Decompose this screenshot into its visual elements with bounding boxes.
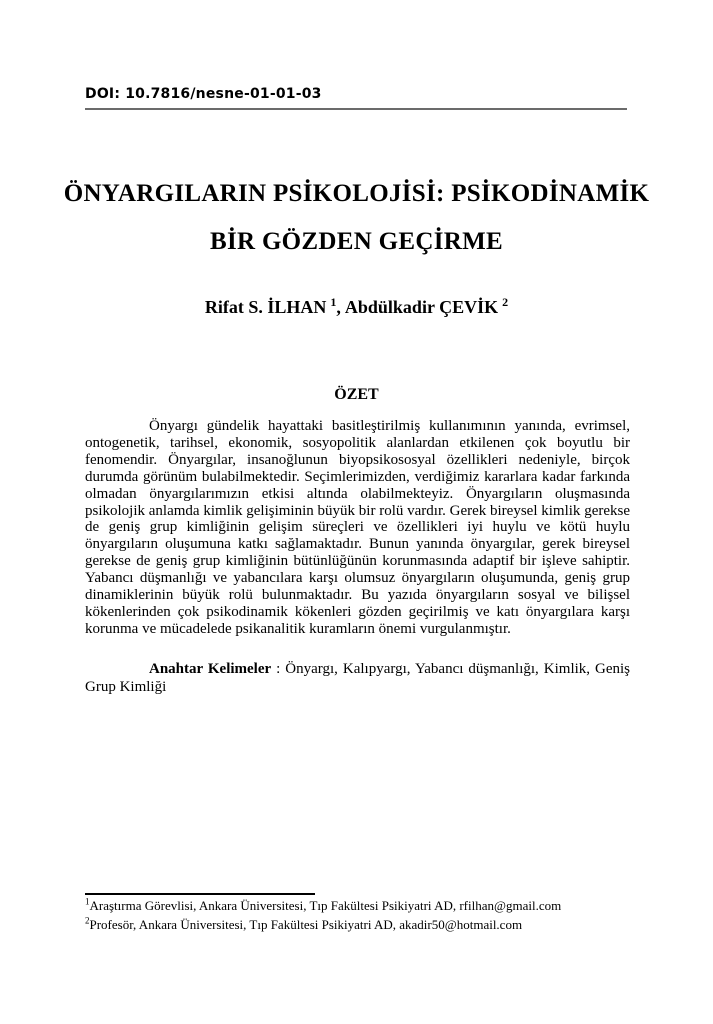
footnote-1-text: Araştırma Görevlisi, Ankara Üniversitesi, Tıp Fakültesi Psikiyatri AD, rfilhan@gmail.com xyxy=(89,898,562,913)
footnote-2-mark: 2 xyxy=(85,915,90,926)
keywords-paragraph xyxy=(85,661,630,696)
keywords-separator: : xyxy=(271,661,286,677)
abstract-paragraph: Önyargı gündelik hayattaki basitleştirilmiş kullanımının yanında, evrimsel, ontogenetik, tarihsel, ekonomik, sosyopolitik alanlardan etkilenen çok boyutlu bir fenomendir. Önyargılar, insanoğlunun biyopsikososyal özellikleri nedeniyle, birçok durumda görünüm bulabilmektedir. Seçimlerimizden, verdiğimiz kararlara kadar farkında olmadan önyargılarımızın etkisi altında olabilmekteyiz. Önyargıların oluşmasında psikolojik anlamda kimlik gelişiminin büyük bir rolü vardır. Gerek bireysel kimlik gerekse de geniş grup kimliğinin gelişim süreçleri ve özellikleri iyi huylu ve kötü huylu önyargıların oluşumuna katkı sağlamaktadır. Bunun yanında önyargılar, gerek bireysel gerekse de geniş grup kimliğinin bütünlüğünün korunmasında adaptif bir işleve sahiptir. Yabancı düşmanlığı ve yabancılara karşı olumsuz önyargıların oluşumunda, geniş grup dinamiklerinin büyük rolü bulunmaktadır. Bu yazıda önyargıların sosyal ve bilişsel kökenlerinden çok psikodinamik kökenleri gözden geçirilmiş ve katı önyargılara karşı korunma ve mücadelede psikanalitik kuramların önemi vurgulanmıştır. xyxy=(85,418,630,637)
doi-divider xyxy=(85,108,627,110)
author-2-name: Abdülkadir ÇEVİK xyxy=(344,297,499,317)
keywords-label: Anahtar Kelimeler xyxy=(149,661,272,677)
footnote-2 xyxy=(85,916,645,935)
footnote-divider xyxy=(85,893,315,895)
author-separator: , xyxy=(336,297,341,317)
footnotes xyxy=(85,897,645,934)
paper-title-line-1: ÖNYARGILARIN PSİKOLOJİSİ: PSİKODİNAMİK xyxy=(63,180,650,207)
paper-title xyxy=(0,170,713,266)
footnote-2-text: Profesör, Ankara Üniversitesi, Tıp Fakültesi Psikiyatri AD, akadir50@hotmail.com xyxy=(89,916,523,932)
footnote-1-mark: 1 xyxy=(85,896,90,907)
paper-title-line-2: BİR GÖZDEN GEÇİRME xyxy=(210,228,503,255)
author-1-affiliation-mark: 1 xyxy=(330,295,337,309)
doi-label: DOI: 10.7816/nesne-01-01-03 xyxy=(85,86,322,102)
keywords-list: Önyargı, Kalıpyargı, Yabancı düşmanlığı, Kimlik, Geniş Grup Kimliği xyxy=(85,661,630,695)
author-byline xyxy=(0,295,713,319)
footnote-1 xyxy=(85,897,645,916)
author-1-name: Rifat S. İLHAN xyxy=(204,297,327,317)
abstract-heading: ÖZET xyxy=(334,386,379,403)
author-2-affiliation-mark: 2 xyxy=(502,295,509,309)
